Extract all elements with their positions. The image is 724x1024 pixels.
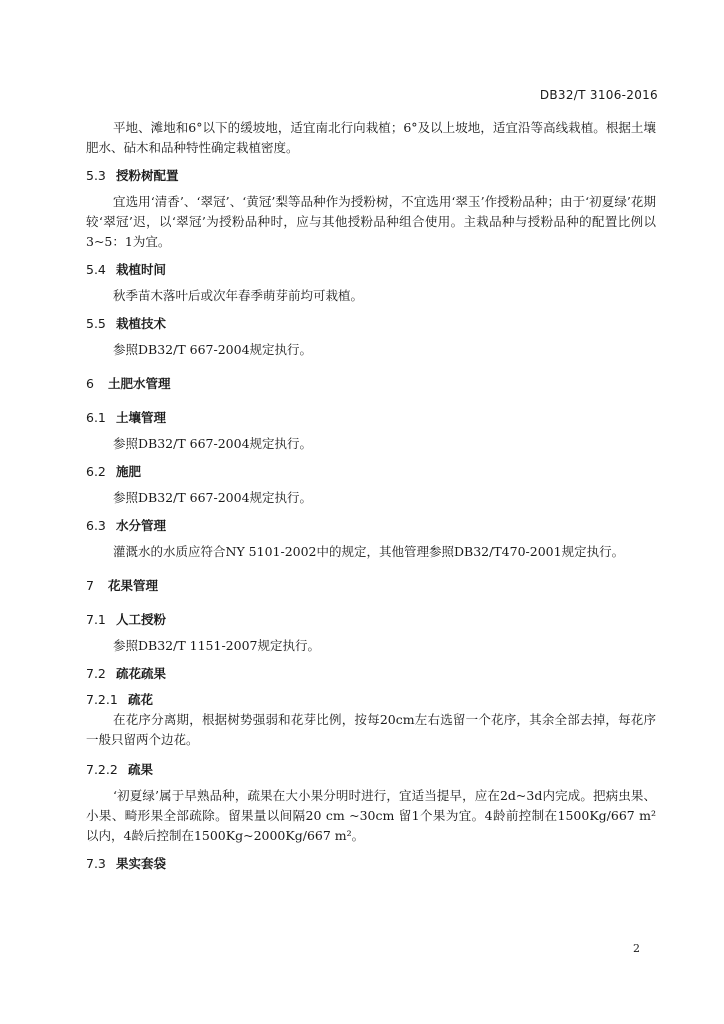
heading-6-1 [86,408,656,428]
section-title: 疏果 [128,762,154,777]
heading-7-3 [86,854,656,874]
section-number: 6 [86,376,94,391]
section-number: 6.3 [86,518,106,533]
section-number: 5.4 [86,262,106,277]
heading-6-3 [86,516,656,536]
section-number: 6.1 [86,410,106,425]
section-title: 人工授粉 [116,612,167,627]
heading-7-2 [86,664,656,684]
section-title: 果实套袋 [116,856,167,871]
section-title: 花果管理 [108,578,159,593]
section-title: 施肥 [116,464,142,479]
section-title: 土肥水管理 [108,376,171,391]
section-number: 7.2.2 [86,762,118,777]
paragraph-5-4: 秋季苗木落叶后或次年春季萌芽前均可栽植。 [113,288,364,303]
heading-7-2-2 [86,760,656,780]
section-title: 疏花 [128,692,154,707]
section-number: 7.1 [86,612,106,627]
heading-5-3 [86,166,656,186]
paragraph-7-1: 参照DB32/T 1151-2007规定执行。 [113,638,320,653]
paragraph-5-3: 宜选用‘清香’、‘翠冠’、‘黄冠’梨等品种作为授粉树，不宜选用‘翠玉’作授粉品种；由于‘初夏绿’花期较‘翠冠’迟，以‘翠冠’为授粉品种时，应与其他授粉品种组合使用。主栽品种与授粉品种的配置比例以3~5：1为宜。 [86,194,656,249]
section-number: 7 [86,578,94,593]
section-number: 7.3 [86,856,106,871]
paragraph-6-3: 灌溉水的水质应符合NY 5101-2002中的规定，其他管理参照DB32/T470-2001规定执行。 [113,544,625,559]
heading-5-5 [86,314,656,334]
section-number: 5.5 [86,316,106,331]
heading-7-2-1 [86,690,656,710]
paragraph-5-5: 参照DB32/T 667-2004规定执行。 [113,342,313,357]
document-body [86,118,656,874]
section-title: 栽植时间 [116,262,167,277]
paragraph-6-1: 参照DB32/T 667-2004规定执行。 [113,436,313,451]
heading-6 [86,374,656,394]
heading-7-1 [86,610,656,630]
section-title: 栽植技术 [116,316,167,331]
heading-6-2 [86,462,656,482]
paragraph-7-2-2: ‘初夏绿’属于早熟品种，疏果在大小果分明时进行，宜适当提早，应在2d~3d内完成。把病虫果、小果、畸形果全部疏除。留果量以间隔20 cm ~30cm 留1个果为宜。4龄前控制在1500Kg/667 m² 以内，4龄后控制在1500Kg~2000Kg/667 m²。 [86,788,656,843]
section-title: 疏花疏果 [116,666,167,681]
standard-code: DB32/T 3106-2016 [539,88,658,102]
paragraph-planting-slope: 平地、滩地和6°以下的缓坡地，适宜南北行向栽植；6°及以上坡地，适宜沿等高线栽植。根据土壤肥水、砧木和品种特性确定栽植密度。 [86,120,656,155]
heading-7 [86,576,656,596]
paragraph-7-2-1: 在花序分离期，根据树势强弱和花芽比例，按每20cm左右选留一个花序，其余全部去掉，每花序一般只留两个边花。 [86,712,656,747]
heading-5-4 [86,260,656,280]
section-title: 土壤管理 [116,410,167,425]
section-number: 7.2 [86,666,106,681]
section-title: 水分管理 [116,518,167,533]
paragraph-6-2: 参照DB32/T 667-2004规定执行。 [113,490,313,505]
section-number: 7.2.1 [86,692,118,707]
section-number: 5.3 [86,168,106,183]
section-title: 授粉树配置 [116,168,179,183]
section-number: 6.2 [86,464,106,479]
page-number: 2 [633,942,640,955]
